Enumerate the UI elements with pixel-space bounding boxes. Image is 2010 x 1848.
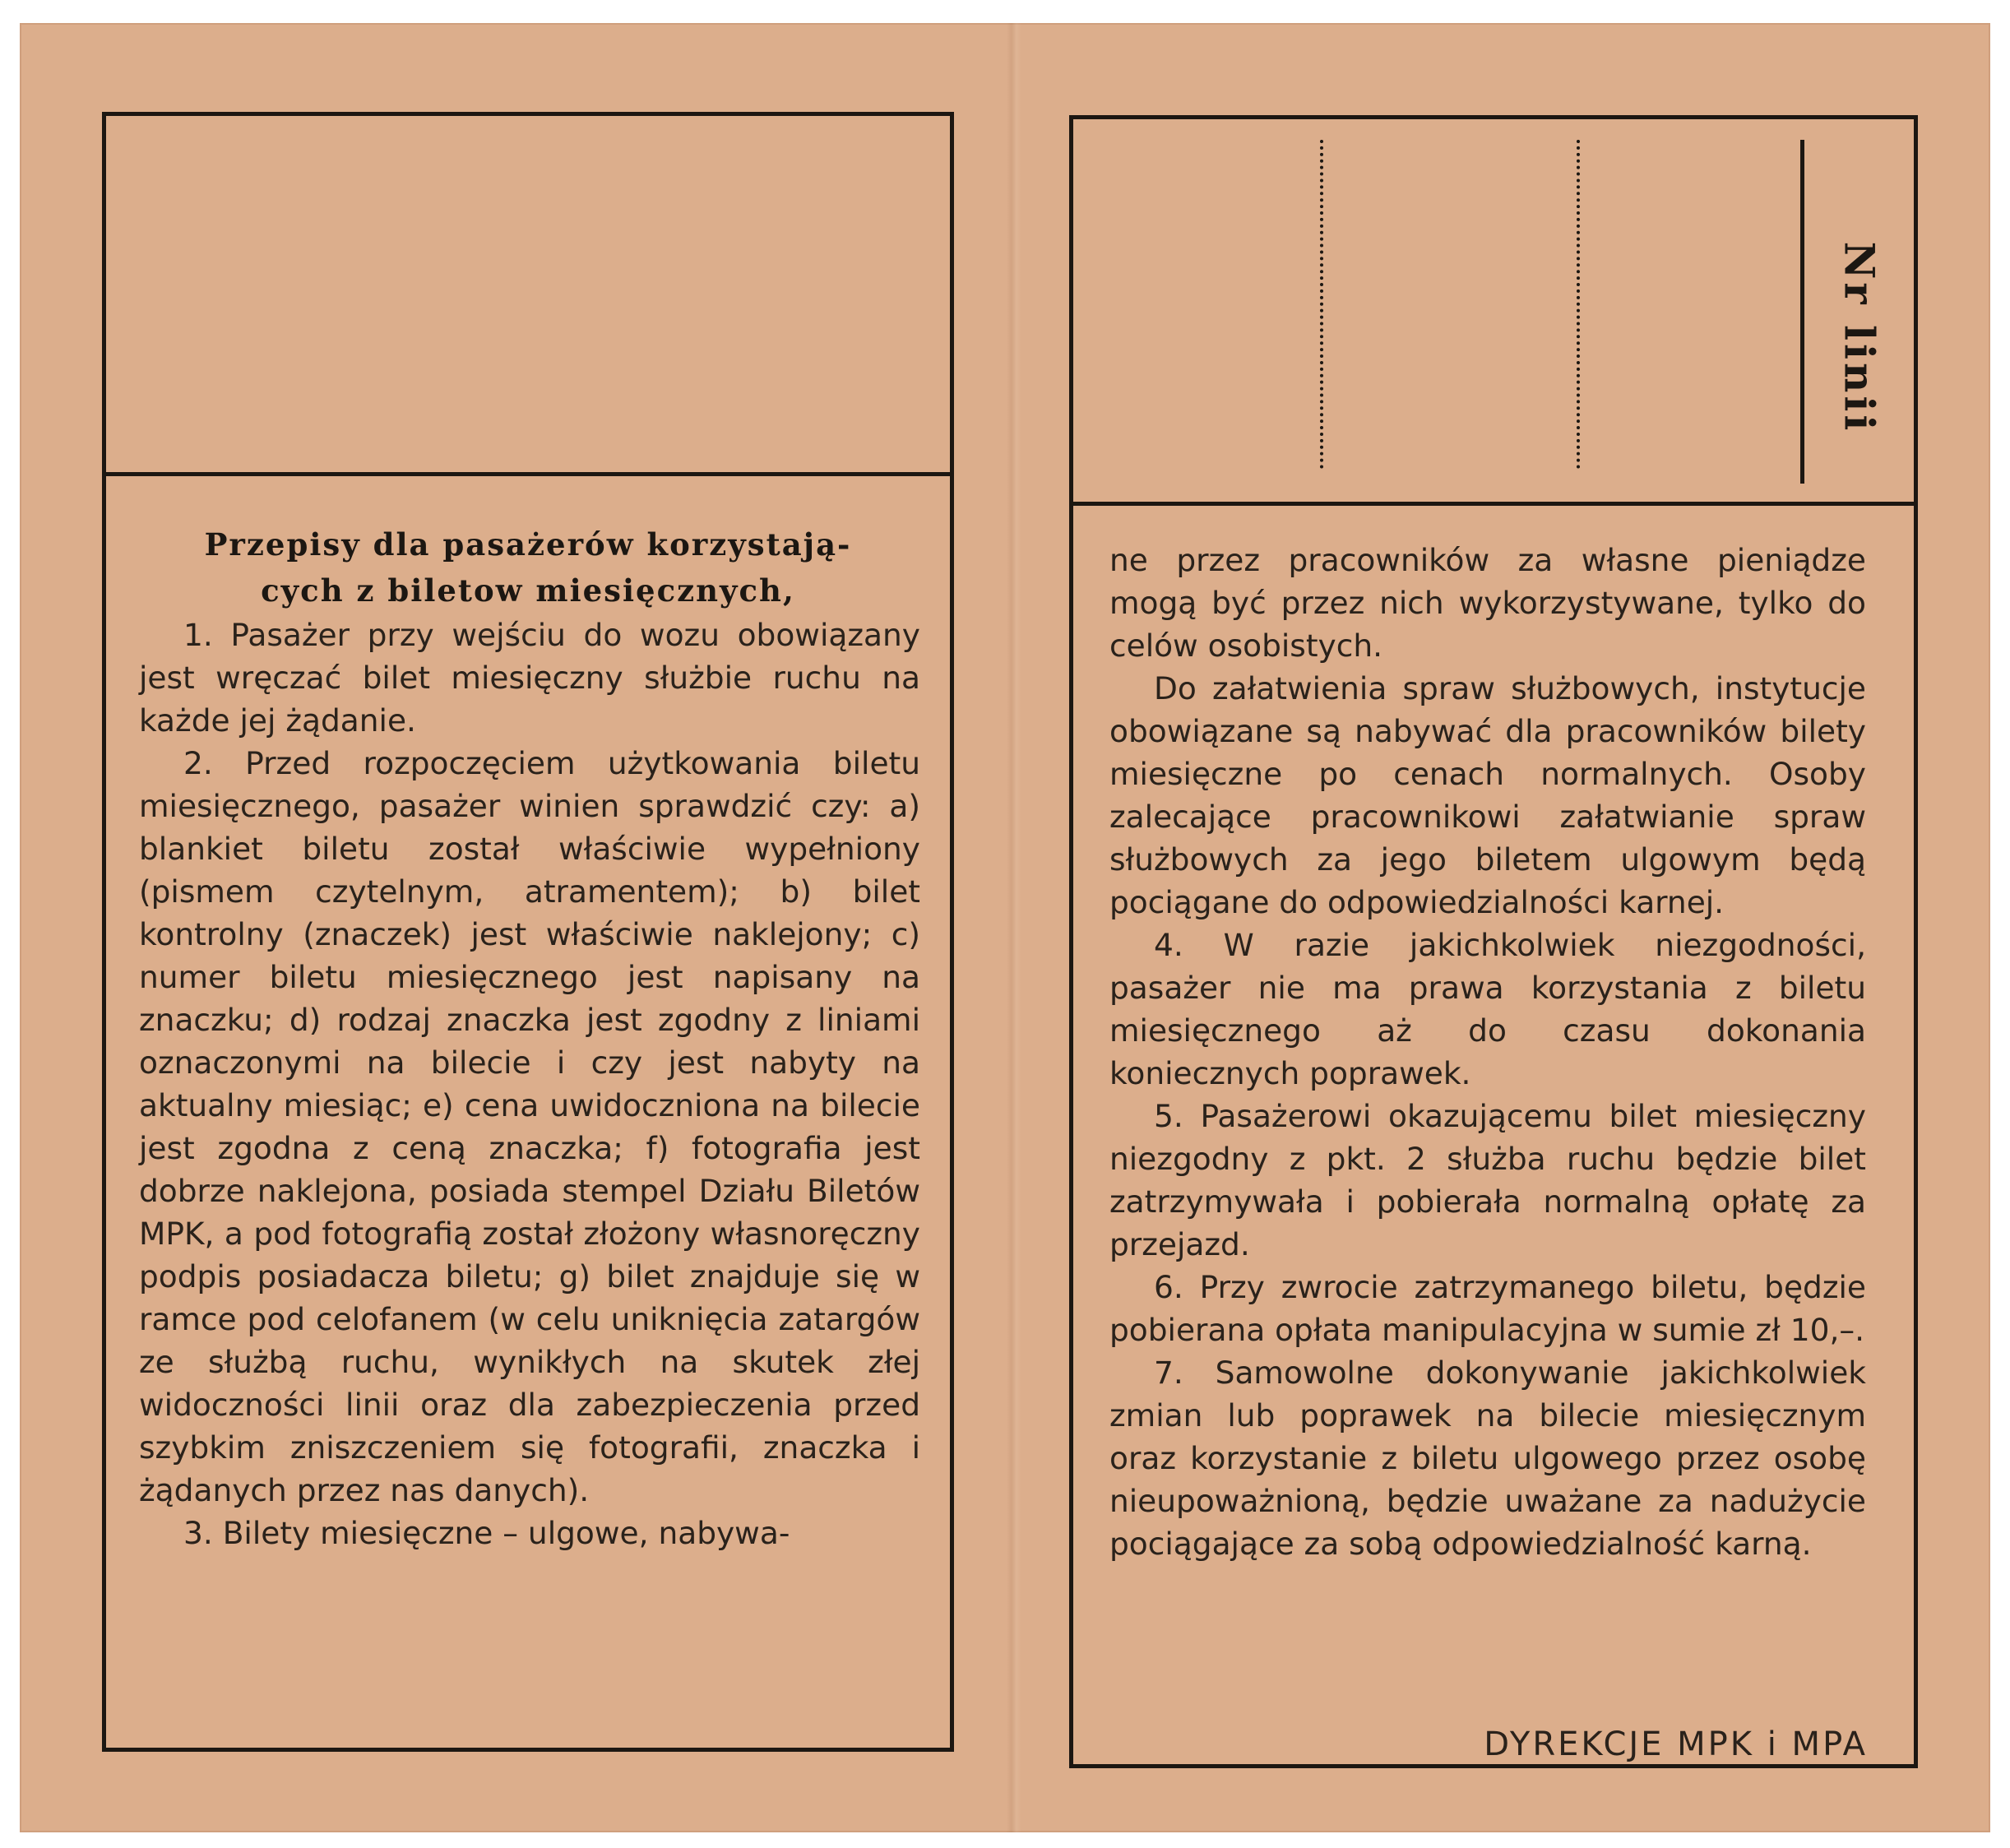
rule-paragraph: 1. Pasażer przy wejściu do wozu obowiązany jest wręczać bilet miesięczny służbie ruchu na każde jej żądanie. bbox=[139, 617, 920, 739]
rule-paragraph: 5. Pasażerowi okazującemu bilet miesięczny niezgodny z pkt. 2 służba ruchu będzie bilet zatrzymywała i pobierała normalną opłatę za przejazd. bbox=[1109, 1098, 1866, 1262]
rule-paragraph: 2. Przed rozpoczęciem użytkowania biletu miesięcznego, pasażer winien sprawdzić czy: a) blankiet biletu został właściwie wypełniony (pismem czytelnym, atramentem); b) bilet kontrolny (znaczek) jest właściwie naklejony; c) numer biletu miesięcznego jest napisany na znaczku; d) rodzaj znaczka jest zgodny z liniami oznaczonymi na bilecie i czy jest nabyty na aktualny miesiąc; e) cena uwidoczniona na bilecie jest zgodna z ceną znaczka; f) fotografia jest dobrze naklejona, posiada stempel Działu Biletów MPK, a pod fotografią został złożony własnoręczny podpis posiadacza biletu; g) bilet znajduje się w ramce pod celofanem (w celu uniknięcia zatargów ze służbą ruchu, wynikłych na skutek złej widoczności linii oraz dla zabezpieczenia przed szybkim zniszczeniem się fotografii, znaczka i żądanych przez nas danych). bbox=[139, 745, 920, 1508]
rule-paragraph: ne przez pracowników za własne pieniądze mogą być przez nich wykorzystywane, tylko do celów osobistych. bbox=[1109, 542, 1866, 664]
nr-linii-label: Nr linii bbox=[1835, 241, 1884, 433]
rules-text-right bbox=[1109, 539, 1866, 1565]
stamp-slot-divider bbox=[1320, 140, 1323, 469]
rules-text-left bbox=[139, 614, 920, 1554]
photo-box bbox=[106, 112, 950, 472]
frame-bottom-rule bbox=[1069, 1764, 1918, 1768]
frame-divider-rule bbox=[102, 472, 954, 476]
rules-panel-left bbox=[102, 112, 954, 1752]
frame-divider-rule bbox=[1069, 502, 1918, 506]
stamp-slot-divider bbox=[1577, 140, 1580, 469]
signature: DYREKCJE MPK i MPA bbox=[1484, 1725, 1868, 1763]
nr-linii-divider bbox=[1800, 140, 1804, 484]
heading-line-1: Przepisy dla pasażerów korzystają- bbox=[204, 526, 852, 563]
rules-panel-right bbox=[1069, 115, 1918, 1768]
ticket-card bbox=[20, 23, 1990, 1832]
heading-line-2: cych z biletow miesięcznych, bbox=[261, 572, 795, 609]
rules-heading bbox=[106, 521, 950, 614]
fold-crease bbox=[1007, 23, 1021, 1832]
rule-paragraph: 3. Bilety miesięczne – ulgowe, nabywa- bbox=[183, 1515, 790, 1551]
rule-paragraph: 7. Samowolne dokonywanie jakichkolwiek zmian lub poprawek na bilecie miesięcznym oraz korzystanie z biletu ulgowego przez osobę nieupoważnioną, będzie uważane za nadużycie pociągające za sobą odpowiedzialność karną. bbox=[1109, 1355, 1866, 1562]
line-stamp-box bbox=[1073, 115, 1914, 475]
rule-paragraph: Do załatwienia spraw służbowych, instytucje obowiązane są nabywać dla pracowników bilety miesięczne po cenach normalnych. Osoby zalecające pracownikowi załatwianie spraw służbowych za jego biletem ulgowym będą pociągane do odpowiedzialności karnej. bbox=[1109, 670, 1866, 920]
rule-paragraph: 4. W razie jakichkolwiek niezgodności, pasażer nie ma prawa korzystania z biletu miesięcznego aż do czasu dokonania koniecznych poprawek. bbox=[1109, 927, 1866, 1091]
frame-bottom-rule bbox=[102, 1748, 954, 1752]
rule-paragraph: 6. Przy zwrocie zatrzymanego biletu, będzie pobierana opłata manipulacyjna w sumie zł 10,–. bbox=[1109, 1269, 1866, 1348]
